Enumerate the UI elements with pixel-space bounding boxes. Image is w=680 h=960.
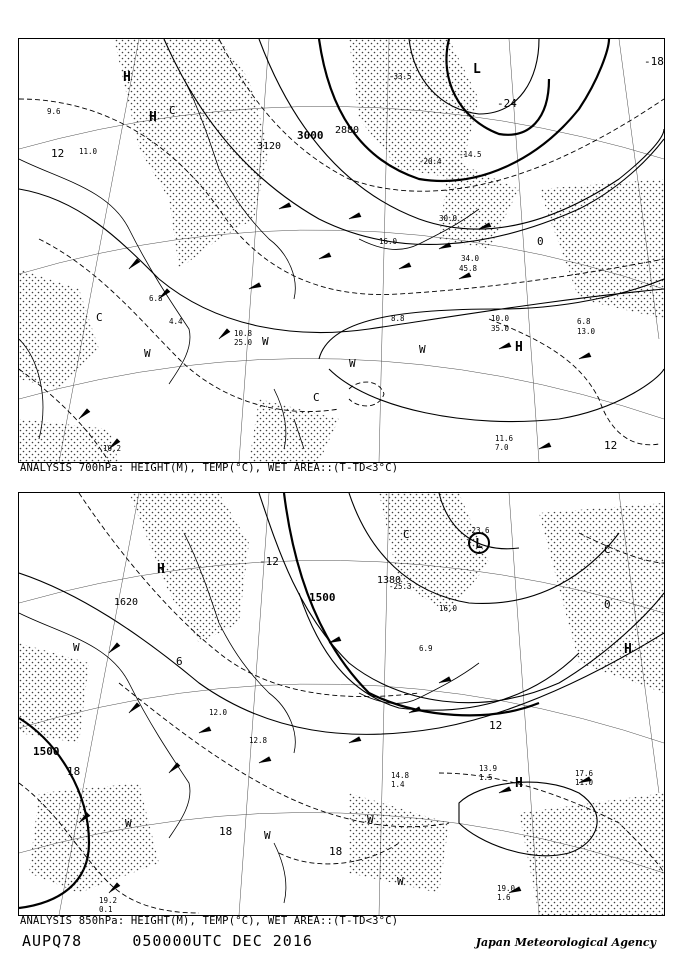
- map-700hpa-drawing: [19, 39, 664, 462]
- station-value: 0.1: [99, 905, 113, 914]
- station-value: 1.4: [391, 780, 405, 789]
- station-value: 6.9: [419, 644, 433, 653]
- station-value: 16.0: [379, 237, 398, 246]
- warm-mark: W: [125, 817, 132, 830]
- warm-mark: W: [264, 829, 271, 842]
- station-value: 30.0: [439, 214, 458, 223]
- contour-label: 18: [67, 765, 81, 778]
- warm-mark: W: [262, 335, 269, 348]
- station-value: 1.6: [497, 893, 511, 902]
- contour-label: 0: [604, 598, 611, 611]
- low-pressure-center: L: [475, 537, 483, 552]
- high-pressure-center: H: [515, 340, 523, 355]
- station-value: 13.9: [479, 764, 498, 773]
- station-value: 11.6: [495, 434, 514, 443]
- station-value: 6.8: [149, 294, 163, 303]
- contour-label: 3000: [297, 129, 324, 142]
- station-barbs: [79, 203, 591, 449]
- contour-label: -18: [644, 55, 664, 68]
- high-pressure-center: H: [157, 562, 165, 577]
- agency-name: Japan Meteorological Agency: [475, 936, 656, 949]
- station-value: 19.2: [99, 896, 118, 905]
- station-value: -25.3: [389, 582, 412, 591]
- contour-label: 0: [537, 235, 544, 248]
- cold-center: C: [169, 104, 176, 117]
- station-value: -20.4: [419, 157, 442, 166]
- warm-mark: W: [367, 813, 374, 826]
- contour-label: 1500: [33, 745, 60, 758]
- map-850hpa-drawing: [19, 493, 664, 915]
- cold-mark: C: [403, 528, 410, 541]
- contour-label: 1620: [114, 597, 139, 608]
- station-value: 19.0: [497, 884, 516, 893]
- station-value: 17.6: [575, 769, 594, 778]
- contour-label: 2880: [335, 125, 360, 136]
- warm-mark: W: [349, 357, 356, 370]
- station-value: 6.8: [577, 317, 591, 326]
- low-pressure-center: L: [473, 62, 481, 77]
- map-850hpa: [18, 492, 665, 916]
- contour-label: 18: [219, 825, 233, 838]
- station-value: 12.8: [249, 736, 268, 745]
- station-value: 7.0: [495, 443, 509, 452]
- station-value: -23.6: [467, 526, 490, 535]
- contour-label: -24: [497, 97, 517, 110]
- station-value: 45.8: [459, 264, 478, 273]
- station-value: 4.4: [169, 317, 183, 326]
- contour-label: 1380: [377, 575, 402, 586]
- cold-mark: C: [96, 311, 103, 324]
- station-value: 12.0: [209, 708, 228, 717]
- warm-mark: W: [144, 347, 151, 360]
- contour-label: 12: [51, 147, 65, 160]
- station-value: 14.8: [391, 771, 410, 780]
- station-value: -14.5: [459, 150, 482, 159]
- contour-label: 18: [329, 845, 343, 858]
- chart-timestamp: 050000UTC DEC 2016: [132, 932, 313, 950]
- map-700hpa-caption: ANALYSIS 700hPa: HEIGHT(M), TEMP(°C), WET AREA::(T-TD<3°C): [20, 462, 399, 474]
- high-pressure-center: H: [123, 70, 131, 85]
- station-value: 13.0: [577, 327, 596, 336]
- warm-mark: W: [397, 875, 404, 888]
- chart-identifier: [22, 932, 313, 950]
- high-pressure-center: H: [624, 642, 632, 657]
- high-pressure-center: H: [149, 110, 157, 125]
- map-700hpa: [18, 38, 665, 463]
- contour-label: -12: [259, 555, 279, 568]
- station-value: 11.0: [575, 778, 594, 787]
- station-value: 10.2: [103, 444, 122, 453]
- station-value: 16.0: [439, 604, 458, 613]
- station-value: 25.0: [234, 338, 253, 347]
- cold-mark: C: [313, 391, 320, 404]
- station-value: 8.8: [391, 314, 405, 323]
- station-value: -33.5: [389, 72, 412, 81]
- warm-mark: W: [419, 343, 426, 356]
- cold-center: C: [604, 543, 611, 556]
- station-value: 9.6: [47, 107, 61, 116]
- contour-label: 12: [604, 439, 618, 452]
- warm-mark: W: [73, 641, 80, 654]
- station-value: 11.0: [79, 147, 98, 156]
- station-value: 35.0: [491, 324, 510, 333]
- station-value: 10.8: [234, 329, 253, 338]
- chart-code: AUPQ78: [22, 932, 83, 950]
- contour-label: 12: [489, 719, 503, 732]
- chart-spacer: [92, 932, 122, 950]
- map-850hpa-caption: ANALYSIS 850hPa: HEIGHT(M), TEMP(°C), WET AREA::(T-TD<3°C): [20, 915, 399, 927]
- high-pressure-center: H: [515, 776, 523, 791]
- contour-label: 1500: [309, 591, 336, 604]
- wet-area-shading: [19, 39, 664, 462]
- station-value: 10.0: [491, 314, 510, 323]
- station-value: 1.5: [479, 773, 493, 782]
- station-value: 34.0: [461, 254, 480, 263]
- contour-label: 6: [176, 655, 183, 668]
- contour-label: 3120: [257, 141, 282, 152]
